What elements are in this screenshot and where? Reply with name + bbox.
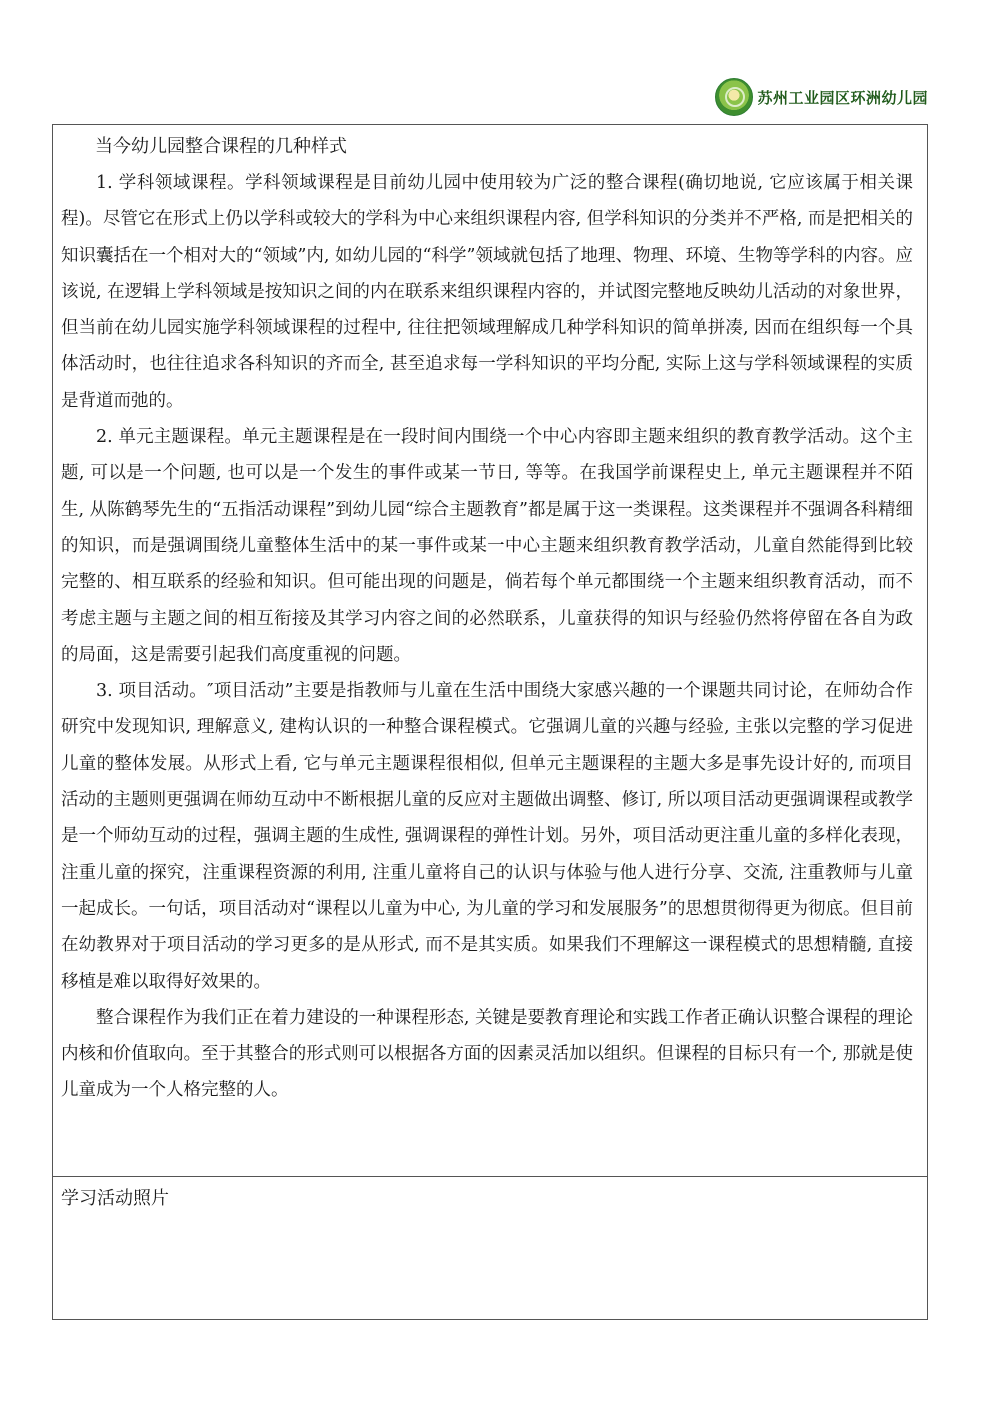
article-cell (53, 125, 927, 1177)
page-header (715, 78, 928, 116)
photo-section-label: 学习活动照片 (61, 1188, 169, 1209)
photo-cell (53, 1177, 927, 1319)
article-title: 当今幼儿园整合课程的几种样式 (95, 136, 347, 157)
paragraph-project-activity: 3. 项目活动。″项目活动”主要是指教师与儿童在生活中围绕大家感兴趣的一个课题共同讨论，在师幼合作研究中发现知识, 理解意义, 建构认识的一种整合课程模式。它强调儿童的兴趣与经验, 主张以完整的学习促进儿童的整体发展。从形式上看, 它与单元主题课程很相似, 但单元主题课程的主题大多是事先设计好的, 而项目活动的主题则更强调在师幼互动中不断根据儿童的反应对主题做出调整、修订, 所以项目活动更强调课程或教学是一个师幼互动的过程，强调主题的生成性, 强调课程的弹性计划。另外，项目活动更注重儿童的多样化表现，注重儿童的探究，注重课程资源的利用, 注重儿童将自己的认识与体验与他人进行分享、交流, 注重教师与儿童一起成长。一句话，项目活动对“课程以儿童为中心, 为儿童的学习和发展服务”的思想贯彻得更为彻底。但目前在幼教界对于项目活动的学习更多的是从形式, 而不是其实质。如果我们不理解这一课程模式的思想精髓, 直接移植是难以取得好效果的。 (61, 681, 913, 992)
kindergarten-logo-icon (715, 78, 753, 116)
content-table (52, 124, 928, 1320)
school-name: 苏州工业园区环洲幼儿园 (757, 88, 928, 107)
paragraph-conclusion: 整合课程作为我们正在着力建设的一种课程形态, 关键是要教育理论和实践工作者正确认识整合课程的理论内核和价值取向。至于其整合的形式则可以根据各方面的因素灵活加以组织。但课程的目标只有一个, 那就是使儿童成为一个人格完整的人。 (61, 1007, 913, 1101)
paragraph-unit-theme: 2. 单元主题课程。单元主题课程是在一段时间内围绕一个中心内容即主题来组织的教育教学活动。这个主题, 可以是一个问题, 也可以是一个发生的事件或某一节日, 等等。在我国学前课程史上, 单元主题课程并不陌生, 从陈鹤琴先生的“五指活动课程”到幼儿园“综合主题教育”都是属于这一类课程。这类课程并不强调各科精细的知识，而是强调围绕儿童整体生活中的某一事件或某一中心主题来组织教育教学活动，儿童自然能得到比较完整的、相互联系的经验和知识。但可能出现的问题是，倘若每个单元都围绕一个主题来组织教育活动，而不考虑主题与主题之间的相互衔接及其学习内容之间的必然联系，儿童获得的知识与经验仍然将停留在各自为政的局面，这是需要引起我们高度重视的问题。 (61, 427, 913, 665)
paragraph-subject-area: 1. 学科领域课程。学科领域课程是目前幼儿园中使用较为广泛的整合课程(确切地说, 它应该属于相关课程)。尽管它在形式上仍以学科或较大的学科为中心来组织课程内容, 但学科知识的分类并不严格, 而是把相关的知识囊括在一个相对大的“领域”内, 如幼儿园的“科学”领域就包括了地理、物理、环境、生物等学科的内容。应该说, 在逻辑上学科领域是按知识之间的内在联系来组织课程内容的，并试图完整地反映幼儿活动的对象世界，但当前在幼儿园实施学科领域课程的过程中, 往往把领域理解成几种学科知识的简单拼凑, 因而在组织每一个具体活动时，也往往追求各科知识的齐而全, 甚至追求每一学科知识的平均分配, 实际上这与学科领域课程的实质是背道而弛的。 (61, 173, 913, 411)
